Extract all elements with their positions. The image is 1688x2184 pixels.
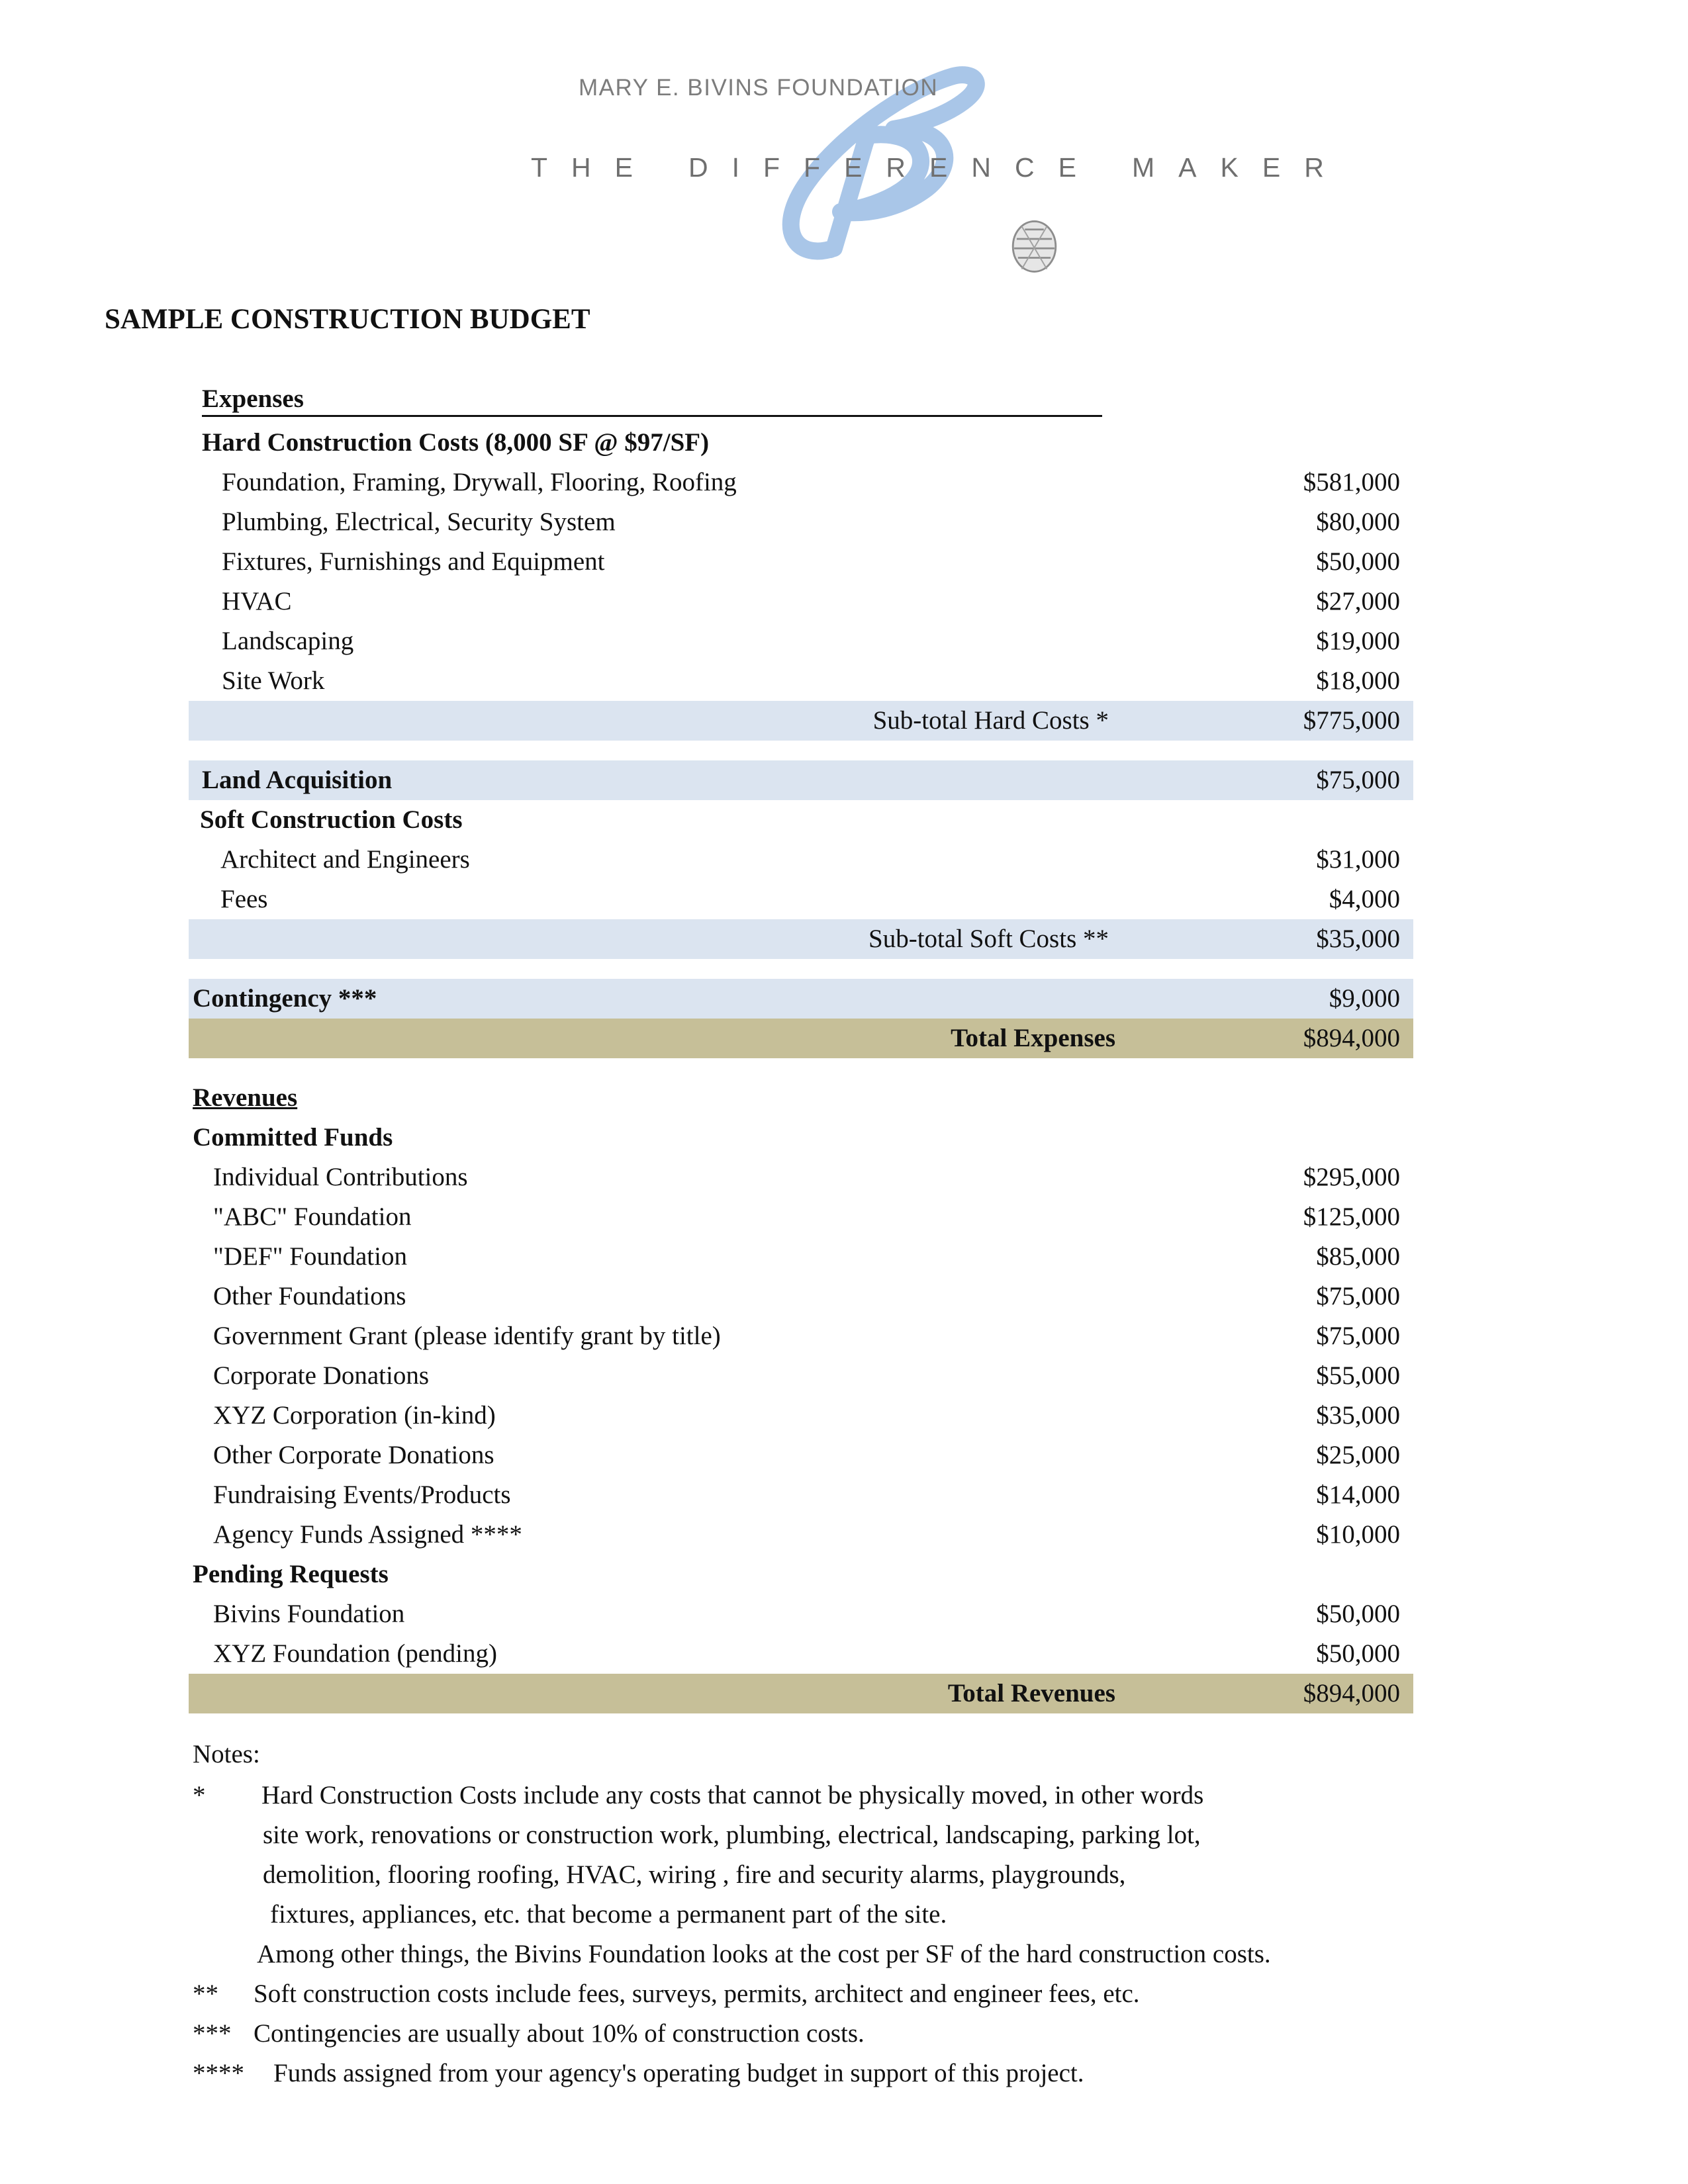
table-row [189,1197,1413,1237]
line-item-label: Fundraising Events/Products [213,1480,511,1509]
table-row [189,840,1413,880]
table-row [189,1475,1413,1515]
logo-tagline-word: DIFFERENCE [688,152,1100,183]
table-row [189,1515,1413,1555]
contingency-amount: $9,000 [1329,984,1400,1013]
line-item-amount: $75,000 [1316,1282,1400,1310]
line-item-label: Government Grant (please identify grant by title) [213,1322,721,1350]
contingency-label: Contingency *** [193,984,377,1013]
committed-funds-heading-row [189,1118,1413,1158]
line-item-amount: $80,000 [1316,508,1400,536]
line-item-label: "ABC" Foundation [213,1203,412,1231]
total-expenses-label: Total Expenses [951,1024,1115,1052]
line-item-amount: $25,000 [1316,1441,1400,1469]
line-item-amount: $581,000 [1303,468,1400,496]
land-acquisition-label: Land Acquisition [202,766,393,794]
expenses-heading-row [189,379,1413,419]
table-row [189,1594,1413,1634]
logo-organization-name: MARY E. BIVINS FOUNDATION [579,75,939,101]
line-item-amount: $14,000 [1316,1480,1400,1509]
total-revenues-row [189,1674,1413,1713]
table-row [189,880,1413,919]
expenses-heading-rule [202,415,1102,417]
pinecone-icon [1003,214,1066,277]
total-revenues-label: Total Revenues [947,1679,1115,1707]
soft-costs-heading: Soft Construction Costs [200,805,463,834]
line-item-label: Individual Contributions [213,1163,468,1191]
foundation-logo [516,63,1350,281]
logo-tagline-word: MAKER [1132,152,1348,183]
table-row [189,1435,1413,1475]
line-item-label: Plumbing, Electrical, Security System [222,508,616,536]
table-row [189,502,1413,542]
revenues-heading-row [189,1078,1413,1118]
line-item-amount: $10,000 [1316,1520,1400,1549]
land-acquisition-amount: $75,000 [1316,766,1400,794]
contingency-row [189,979,1413,1019]
line-item-label: "DEF" Foundation [213,1242,407,1271]
soft-costs-subtotal-row [189,919,1413,959]
total-expenses-amount: $894,000 [1303,1024,1400,1052]
table-row [189,1158,1413,1197]
line-item-amount: $31,000 [1316,845,1400,874]
line-item-amount: $4,000 [1329,885,1400,913]
table-row [189,1396,1413,1435]
note-text: site work, renovations or construction work, plumbing, electrical, landscaping, parking lot, [263,1821,1201,1849]
line-item-label: Corporate Donations [213,1361,430,1390]
table-row [189,621,1413,661]
note-marker: * [193,1781,206,1809]
line-item-amount: $55,000 [1316,1361,1400,1390]
table-row [189,1316,1413,1356]
note-text: fixtures, appliances, etc. that become a permanent part of the site. [270,1900,947,1929]
line-item-amount: $50,000 [1316,1639,1400,1668]
table-row [189,661,1413,701]
table-row [189,463,1413,502]
line-item-label: Agency Funds Assigned **** [213,1520,522,1549]
table-row [189,1634,1413,1674]
line-item-label: Other Foundations [213,1282,406,1310]
line-item-amount: $35,000 [1316,1401,1400,1430]
hard-costs-heading-row [189,423,1413,463]
table-row [189,1237,1413,1277]
note-text: Funds assigned from your agency's operating budget in support of this project. [273,2059,1084,2087]
line-item-label: Foundation, Framing, Drywall, Flooring, Roofing [222,468,737,496]
line-item-label: Landscaping [222,627,354,655]
note-text: demolition, flooring roofing, HVAC, wiring , fire and security alarms, playgrounds, [263,1860,1126,1889]
note-marker: **** [193,2059,244,2087]
line-item-label: Fixtures, Furnishings and Equipment [222,547,605,576]
logo-tagline-word: THE [531,152,657,183]
line-item-amount: $50,000 [1316,1600,1400,1628]
table-row [189,1356,1413,1396]
pending-requests-heading-row [189,1555,1413,1594]
hard-costs-subtotal-row [189,701,1413,741]
note-text: Soft construction costs include fees, surveys, permits, architect and engineer fees, etc. [254,1979,1140,2008]
notes-heading: Notes: [193,1740,260,1768]
committed-funds-heading: Committed Funds [193,1123,393,1152]
line-item-amount: $18,000 [1316,666,1400,695]
total-expenses-row [189,1019,1413,1058]
subtotal-label: Sub-total Hard Costs * [872,706,1109,735]
line-item-amount: $50,000 [1316,547,1400,576]
line-item-label: XYZ Foundation (pending) [213,1639,497,1668]
subtotal-label: Sub-total Soft Costs ** [868,925,1109,953]
line-item-label: HVAC [222,587,292,615]
expenses-heading: Expenses [202,385,304,413]
line-item-amount: $85,000 [1316,1242,1400,1271]
pending-requests-heading: Pending Requests [193,1560,389,1588]
subtotal-amount: $775,000 [1303,706,1400,735]
line-item-label: Fees [220,885,268,913]
note-marker: *** [193,2019,232,2048]
line-item-label: Bivins Foundation [213,1600,405,1628]
note-text: Among other things, the Bivins Foundation looks at the cost per SF of the hard construction costs. [257,1940,1271,1968]
revenues-heading: Revenues [193,1083,298,1112]
total-revenues-amount: $894,000 [1303,1679,1400,1707]
line-item-amount: $27,000 [1316,587,1400,615]
line-item-label: Other Corporate Donations [213,1441,494,1469]
table-row [189,542,1413,582]
line-item-amount: $19,000 [1316,627,1400,655]
line-item-amount: $295,000 [1303,1163,1400,1191]
document-title: SAMPLE CONSTRUCTION BUDGET [105,304,590,335]
line-item-amount: $75,000 [1316,1322,1400,1350]
line-item-label: XYZ Corporation (in-kind) [213,1401,496,1430]
line-item-amount: $125,000 [1303,1203,1400,1231]
hard-costs-heading: Hard Construction Costs (8,000 SF @ $97/SF) [202,428,710,457]
note-text: Contingencies are usually about 10% of construction costs. [254,2019,865,2048]
land-acquisition-row [189,760,1413,800]
note-marker: ** [193,1979,218,2008]
soft-costs-heading-row [189,800,1413,840]
table-row [189,582,1413,621]
line-item-label: Architect and Engineers [220,845,470,874]
line-item-label: Site Work [222,666,325,695]
table-row [189,1277,1413,1316]
note-text: Hard Construction Costs include any costs that cannot be physically moved, in other words [261,1781,1204,1809]
subtotal-amount: $35,000 [1316,925,1400,953]
